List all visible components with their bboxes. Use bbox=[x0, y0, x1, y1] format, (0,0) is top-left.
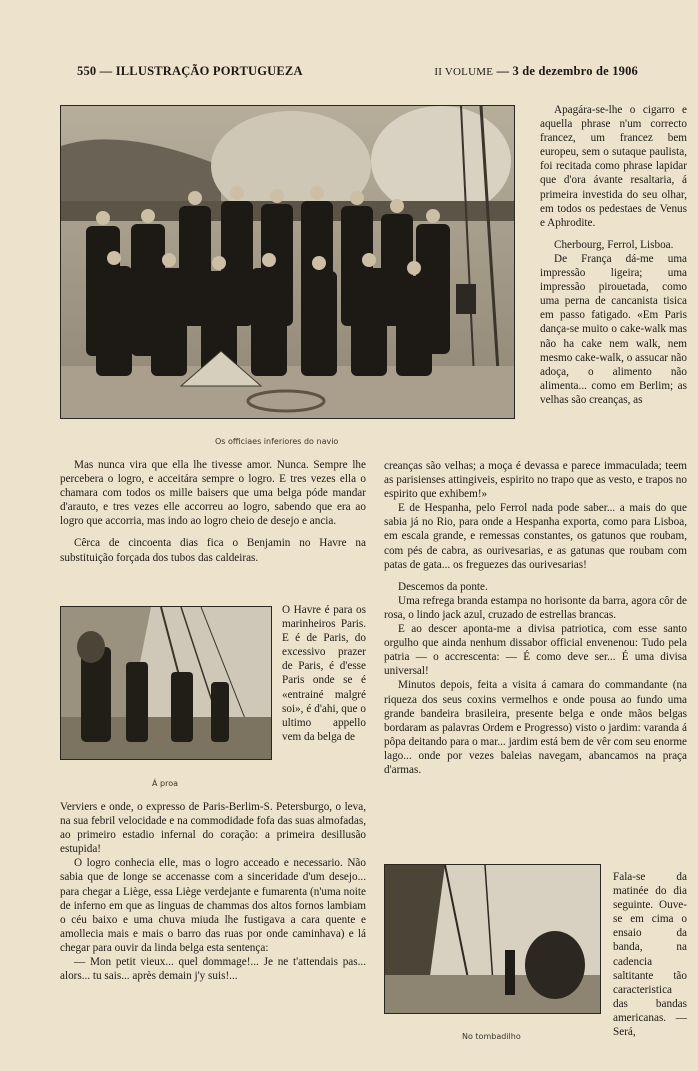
paragraph: Uma refrega branda estampa no horisonte da barra, agora côr de rosa, o lindo jack azul, cruzado de estrellas brancas. bbox=[384, 594, 687, 621]
paragraph: De França dá-me uma impressão ligeira; uma impressão pirouetada, como uma perna de cancanista tisica em passo fatigado. «Em Paris dança-se muito o cake-walk mas não ha cake nem walk, nem mesmo cake-walk, o assucar não adoça, o alimento não alimenta... como em Berlim; as velhas são creanças, as bbox=[540, 252, 687, 406]
paragraph: O logro conhecia elle, mas o logro acceado e necessario. Não sabia que de longe se accenasse com a sinceridade d'um desejo... para chegar a Liège, essa Liège verdejante e fumarenta (n'uma noite de inferno em que as linguas de chammas dos altos fornos lambiam o céu baixo e uma chuva miuda lhe fustigava a cara quente e amollecia mais e mais o barro das ruas por onde caminhava) e lá chegar para ouvir da linda belga esta sentença: bbox=[60, 857, 366, 954]
issue-date: — 3 de dezembro de 1906 bbox=[496, 64, 638, 78]
paragraph: O Havre é para os marinheiros Paris. E é de Paris, do excessivo prazer de Paris, é d'esse Paris onde se é «entrainé malgré soi», é d'ahi, que o ultimo appello vem da belga de bbox=[282, 604, 366, 743]
paragraph: Verviers e onde, o expresso de Paris-Berlim-S. Petersburgo, o leva, na sua febril velocidade e na commodidade fofa das suas almofadas, ao primeiro estadio infernal do coração: a primeira desillusão estupida! bbox=[60, 801, 366, 856]
paragraph: — Mon petit vieux... quel dommage!... Je ne t'attendais pas... alors... tu sais... après demain j'y suis!... bbox=[60, 956, 366, 983]
deck-photo bbox=[384, 864, 601, 1014]
page-header-left: 550 — ILLUSTRAÇÃO PORTUGUEZA bbox=[77, 64, 303, 78]
volume-label: II VOLUME bbox=[434, 66, 494, 78]
paragraph: Descemos da ponte. bbox=[398, 580, 488, 593]
officers-photo-image bbox=[61, 106, 514, 418]
deck-caption: No tombadilho bbox=[462, 1032, 521, 1041]
prow-caption: Á proa bbox=[152, 779, 179, 788]
paragraph: Minutos depois, feita a visita á camara do commandante (na riqueza dos seus coxins vermelhos e onde pousa ao fundo uma grande bandeira brasileira, presente belga e onde mãos belgas bordaram as palavras Ordem e Progresso) visto o jardim: varanda á pôpa deitando para o mar... jardim está bem de vêr com seu enorme lago... onde por vezes baleias navegam, abancamos na praça d'armas. bbox=[384, 679, 687, 776]
prow-photo-image bbox=[61, 607, 271, 759]
paragraph: Mas nunca vira que ella lhe tivesse amor. Nunca. Sempre lhe percebera o logro, e acceitára sempre o logro. E tres vezes ella o chamara com todos os mille baisers que uma belga póde mandar d'arauto, e tres vezes elle accorreu ao logro, sabendo que era ao logro que accorria, mas indo ao logro cheio de desejo e ancia. bbox=[60, 459, 366, 528]
page-header-right bbox=[434, 64, 638, 79]
deck-photo-image bbox=[385, 865, 600, 1013]
paragraph: E de Hespanha, pelo Ferrol nada pode saber... a mais do que sabia já no Rio, para onde a Hespanha exporta, como para Lisboa, em escala grande, e remessas constantes, os gatunos que roubam, com pés de cabra, as ourivesarias, e as gatunas que roubam com patas de gata... os freguezes das ourivesarias! bbox=[384, 502, 687, 571]
left-column-bottom bbox=[60, 800, 366, 983]
left-column-top bbox=[60, 458, 366, 565]
officers-photo bbox=[60, 105, 515, 419]
paragraph: Apagára-se-lhe o cigarro e aquella phrase n'um correcto francez, um francez bem europeu, sem o sutaque paulista, foi recitada como phrase lapidar que d'ora ávante resaltaria, á primeira investida do seu olhar, em todos os pedestaes de Venus e Aphrodite. bbox=[540, 104, 687, 229]
prow-photo bbox=[60, 606, 272, 760]
paragraph: Cêrca de cincoenta dias fica o Benjamin no Havre na substituição forçada dos tubos das caldeiras. bbox=[60, 537, 366, 564]
right-bottom-column bbox=[613, 870, 687, 1039]
left-column-narrow bbox=[282, 603, 366, 744]
right-wide-column bbox=[384, 459, 687, 777]
right-top-column bbox=[540, 103, 687, 407]
officers-caption: Os officiaes inferiores do navio bbox=[215, 437, 339, 446]
paragraph: Cherbourg, Ferrol, Lisboa. bbox=[554, 238, 674, 251]
paragraph: Fala-se da matinée do dia seguinte. Ouve-se em cima o ensaio da banda, na cadencia saltitante tão caracteristica das bandas americanas. — Será, bbox=[613, 871, 687, 1039]
paragraph: creanças são velhas; a moça é devassa e parece immaculada; teem as parisienses attingiveis, espirito no trapo que as vesto, e trapos no espirito que exhibem!» bbox=[384, 460, 687, 501]
paragraph: E ao descer aponta-me a divisa patriotica, com esse santo orgulho que ainda nenhum dissabor official envenenou: Tudo pela patria — o accrescenta: — É como deve ser... É uma divisa universal! bbox=[384, 623, 687, 678]
